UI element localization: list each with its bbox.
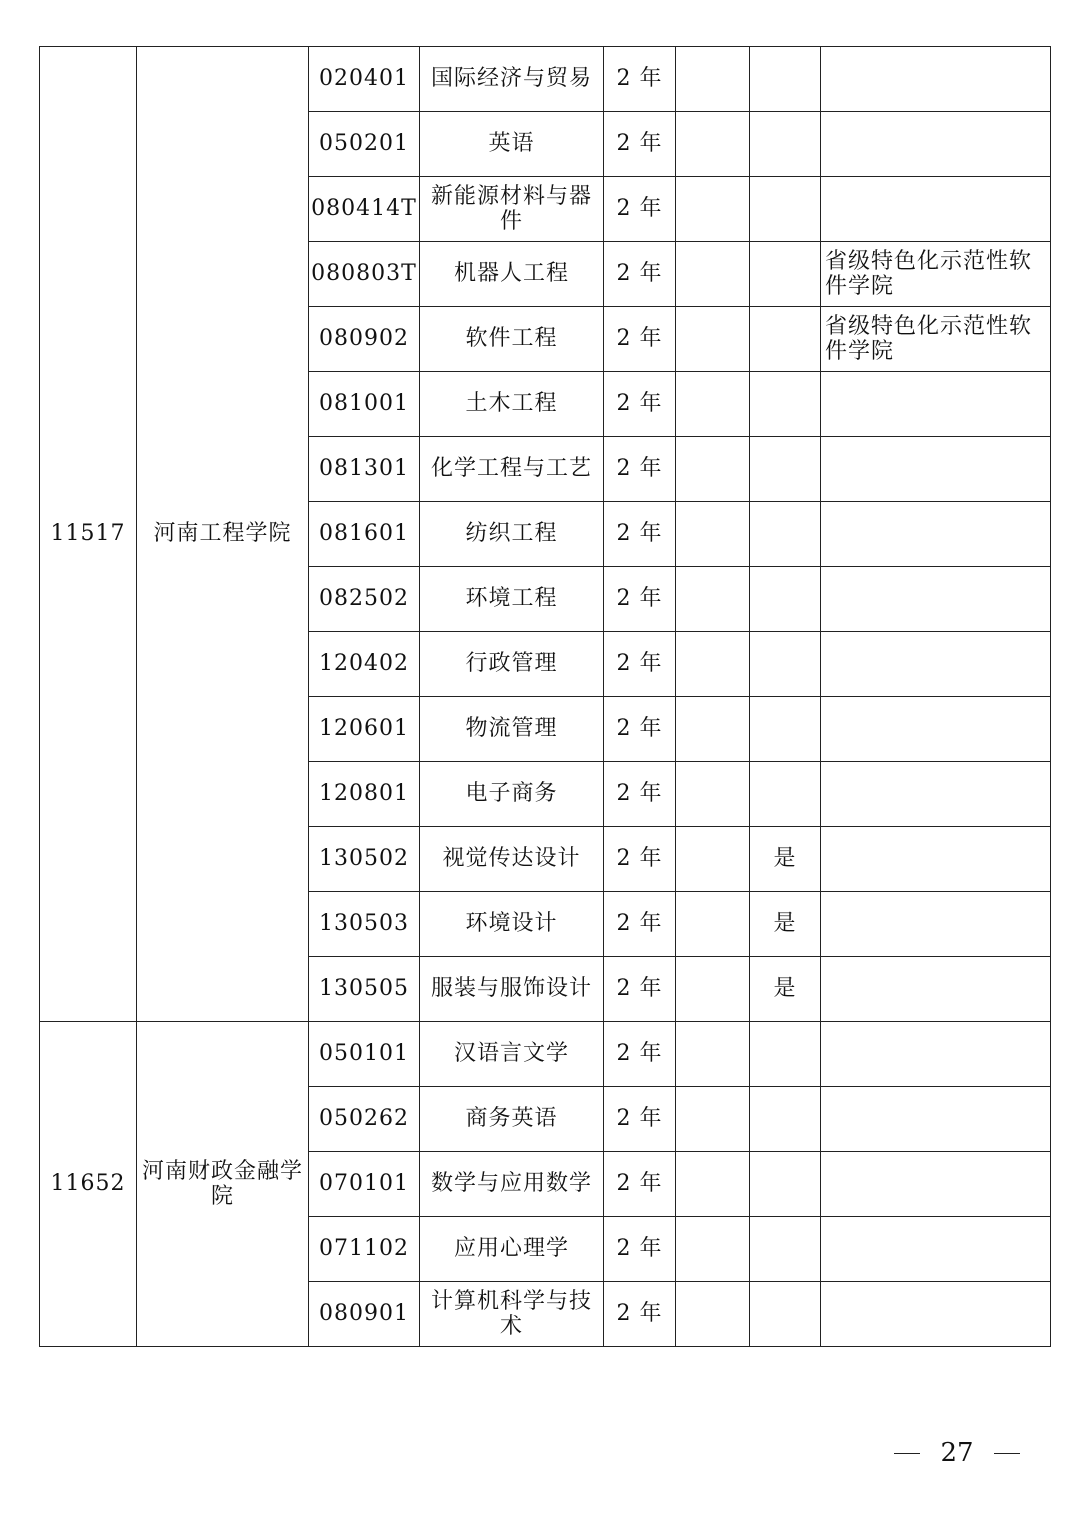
note-cell: 省级特色化示范性软件学院 [821, 242, 1051, 307]
flag-cell [750, 242, 821, 307]
dash-left [894, 1453, 920, 1454]
duration-cell: 2 年 [604, 307, 676, 372]
table-row [40, 47, 1051, 112]
empty-cell [676, 177, 750, 242]
empty-cell [676, 697, 750, 762]
note-cell [821, 1152, 1051, 1217]
note-cell [821, 567, 1051, 632]
institution-code-cell: 11517 [40, 47, 137, 1022]
duration-cell: 2 年 [604, 762, 676, 827]
note-cell [821, 632, 1051, 697]
flag-cell [750, 502, 821, 567]
table-row [40, 1022, 1051, 1087]
major-code-cell: 080902 [309, 307, 420, 372]
note-cell [821, 112, 1051, 177]
major-code-cell: 130505 [309, 957, 420, 1022]
flag-cell: 是 [750, 827, 821, 892]
flag-cell [750, 1217, 821, 1282]
major-name-cell: 纺织工程 [420, 502, 604, 567]
flag-cell: 是 [750, 957, 821, 1022]
duration-cell: 2 年 [604, 827, 676, 892]
empty-cell [676, 827, 750, 892]
major-code-cell: 130503 [309, 892, 420, 957]
flag-cell [750, 47, 821, 112]
major-name-cell: 软件工程 [420, 307, 604, 372]
note-cell [821, 47, 1051, 112]
note-cell [821, 437, 1051, 502]
major-name-cell: 土木工程 [420, 372, 604, 437]
note-cell: 省级特色化示范性软件学院 [821, 307, 1051, 372]
empty-cell [676, 502, 750, 567]
dash-right [994, 1453, 1020, 1454]
flag-cell [750, 307, 821, 372]
note-cell [821, 892, 1051, 957]
major-name-cell: 英语 [420, 112, 604, 177]
page-number: 27 [940, 1438, 974, 1468]
duration-cell: 2 年 [604, 437, 676, 502]
flag-cell [750, 372, 821, 437]
duration-cell: 2 年 [604, 957, 676, 1022]
major-name-cell: 物流管理 [420, 697, 604, 762]
flag-cell: 是 [750, 892, 821, 957]
major-code-cell: 120601 [309, 697, 420, 762]
empty-cell [676, 307, 750, 372]
duration-cell: 2 年 [604, 697, 676, 762]
major-name-cell: 机器人工程 [420, 242, 604, 307]
flag-cell [750, 1282, 821, 1347]
empty-cell [676, 242, 750, 307]
institution-code-cell: 11652 [40, 1022, 137, 1347]
major-code-cell: 081001 [309, 372, 420, 437]
flag-cell [750, 1022, 821, 1087]
note-cell [821, 1217, 1051, 1282]
empty-cell [676, 892, 750, 957]
duration-cell: 2 年 [604, 112, 676, 177]
empty-cell [676, 112, 750, 177]
duration-cell: 2 年 [604, 177, 676, 242]
major-name-cell: 应用心理学 [420, 1217, 604, 1282]
note-cell [821, 1087, 1051, 1152]
duration-cell: 2 年 [604, 1217, 676, 1282]
major-name-cell: 视觉传达设计 [420, 827, 604, 892]
major-code-cell: 050101 [309, 1022, 420, 1087]
table-body [40, 47, 1051, 1347]
major-name-cell: 电子商务 [420, 762, 604, 827]
empty-cell [676, 1152, 750, 1217]
duration-cell: 2 年 [604, 1087, 676, 1152]
note-cell [821, 957, 1051, 1022]
empty-cell [676, 437, 750, 502]
major-code-cell: 080901 [309, 1282, 420, 1347]
flag-cell [750, 632, 821, 697]
major-code-cell: 120402 [309, 632, 420, 697]
note-cell [821, 827, 1051, 892]
flag-cell [750, 1087, 821, 1152]
duration-cell: 2 年 [604, 1022, 676, 1087]
duration-cell: 2 年 [604, 502, 676, 567]
major-code-cell: 071102 [309, 1217, 420, 1282]
duration-cell: 2 年 [604, 1152, 676, 1217]
major-code-cell: 120801 [309, 762, 420, 827]
duration-cell: 2 年 [604, 242, 676, 307]
empty-cell [676, 632, 750, 697]
major-code-cell: 070101 [309, 1152, 420, 1217]
duration-cell: 2 年 [604, 567, 676, 632]
duration-cell: 2 年 [604, 632, 676, 697]
note-cell [821, 697, 1051, 762]
major-name-cell: 商务英语 [420, 1087, 604, 1152]
major-name-cell: 服装与服饰设计 [420, 957, 604, 1022]
flag-cell [750, 112, 821, 177]
flag-cell [750, 762, 821, 827]
empty-cell [676, 762, 750, 827]
flag-cell [750, 697, 821, 762]
major-name-cell: 环境工程 [420, 567, 604, 632]
duration-cell: 2 年 [604, 1282, 676, 1347]
major-code-cell: 081601 [309, 502, 420, 567]
major-code-cell: 082502 [309, 567, 420, 632]
major-code-cell: 050201 [309, 112, 420, 177]
empty-cell [676, 372, 750, 437]
major-name-cell: 化学工程与工艺 [420, 437, 604, 502]
note-cell [821, 762, 1051, 827]
major-code-cell: 130502 [309, 827, 420, 892]
duration-cell: 2 年 [604, 372, 676, 437]
major-code-cell: 020401 [309, 47, 420, 112]
institution-name-cell: 河南工程学院 [137, 47, 309, 1022]
note-cell [821, 372, 1051, 437]
major-code-cell: 081301 [309, 437, 420, 502]
duration-cell: 2 年 [604, 892, 676, 957]
majors-table [39, 46, 1051, 1347]
note-cell [821, 1282, 1051, 1347]
major-name-cell: 数学与应用数学 [420, 1152, 604, 1217]
major-name-cell: 计算机科学与技术 [420, 1282, 604, 1347]
empty-cell [676, 957, 750, 1022]
major-name-cell: 汉语言文学 [420, 1022, 604, 1087]
flag-cell [750, 1152, 821, 1217]
major-code-cell: 080803T [309, 242, 420, 307]
flag-cell [750, 177, 821, 242]
major-name-cell: 国际经济与贸易 [420, 47, 604, 112]
major-name-cell: 行政管理 [420, 632, 604, 697]
major-code-cell: 050262 [309, 1087, 420, 1152]
institution-name-cell: 河南财政金融学院 [137, 1022, 309, 1347]
empty-cell [676, 1087, 750, 1152]
empty-cell [676, 1282, 750, 1347]
note-cell [821, 502, 1051, 567]
empty-cell [676, 1217, 750, 1282]
page-footer [894, 1438, 1020, 1468]
flag-cell [750, 437, 821, 502]
major-name-cell: 新能源材料与器件 [420, 177, 604, 242]
duration-cell: 2 年 [604, 47, 676, 112]
empty-cell [676, 47, 750, 112]
empty-cell [676, 1022, 750, 1087]
empty-cell [676, 567, 750, 632]
flag-cell [750, 567, 821, 632]
major-name-cell: 环境设计 [420, 892, 604, 957]
major-code-cell: 080414T [309, 177, 420, 242]
note-cell [821, 1022, 1051, 1087]
note-cell [821, 177, 1051, 242]
